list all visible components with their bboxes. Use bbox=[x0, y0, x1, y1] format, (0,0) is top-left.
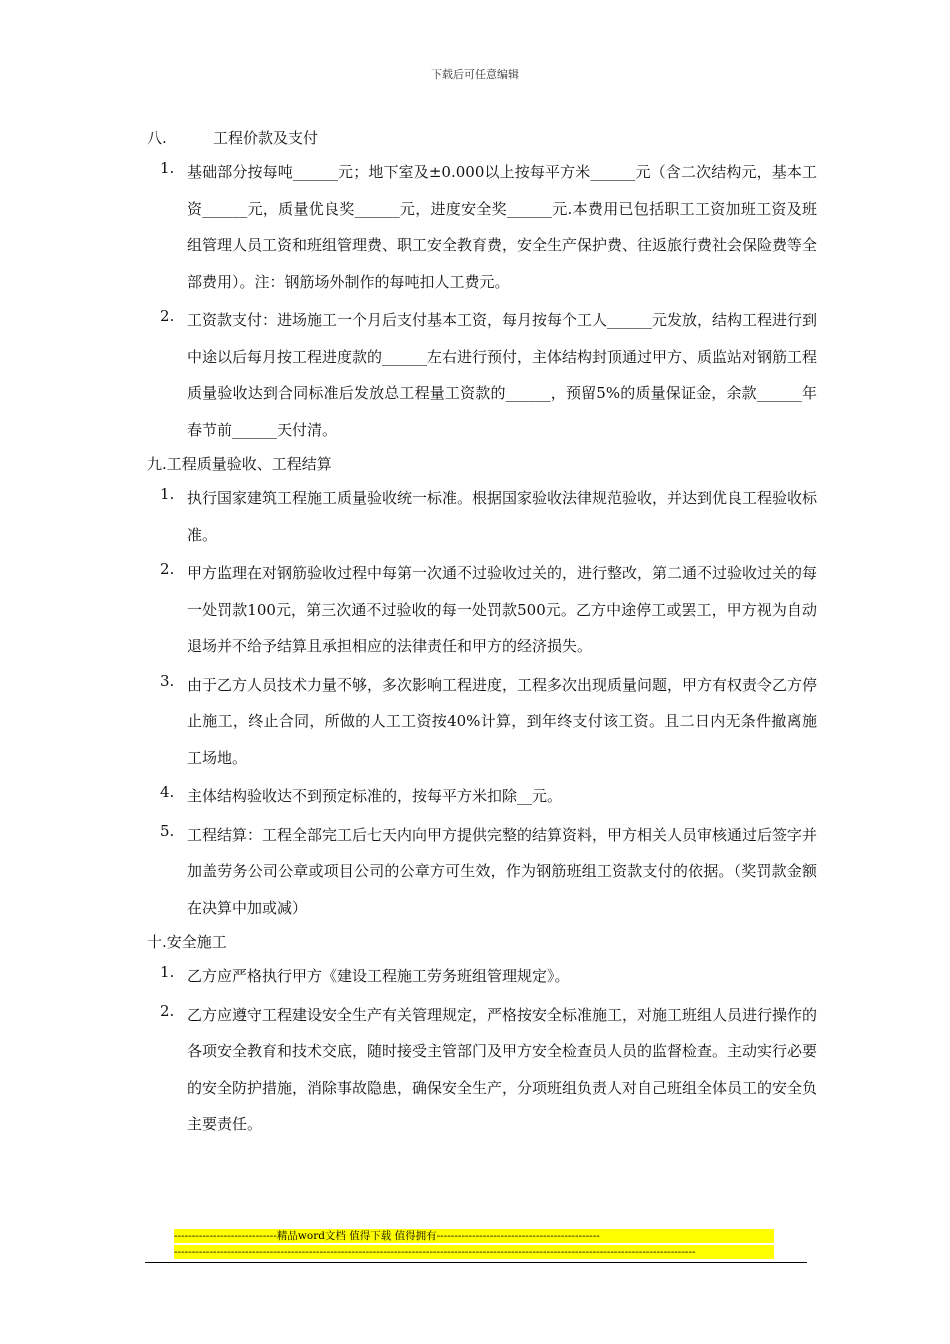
item-text: 甲方监理在对钢筋验收过程中每第一次通不过验收过关的，进行整改，第二通不过验收过关的每一处罚款100元，第三次通不过验收的每一处罚款500元。乙方中途停工或罢工，甲方视为自动退场并不给予结算且承担相应的法律责任和甲方的经济损失。 bbox=[187, 564, 818, 655]
list-item bbox=[147, 480, 817, 553]
section-number: 九. bbox=[147, 455, 167, 473]
item-text: 由于乙方人员技术力量不够，多次影响工程进度，工程多次出现质量问题，甲方有权责令乙方停止施工，终止合同，所做的人工工资按40%计算，到年终支付该工资。且二日内无条件撤离施工场地。 bbox=[187, 675, 818, 767]
section-heading: 安全施工 bbox=[166, 933, 227, 951]
item-text: 工资款支付：进场施工一个月后支付基本工资，每月按每个工人______元发放，结构工程进行到中途以后每月按工程进度款的______左右进行预付，主体结构封顶通过甲方、质监站对钢筋工程质量验收达到合同标准后发放总工程量工资款的______，预留5%的质量保证金，余款______年春节前______天付清。 bbox=[187, 311, 818, 439]
item-number: 5. bbox=[160, 821, 175, 840]
item-text: 乙方应遵守工程建设安全生产有关管理规定，严格按安全标准施工，对施工班组人员进行操作的各项安全教育和技术交底，随时接受主管部门及甲方安全检查员人员的监督检查。主动实行必要的安全防护措施，消除事故隐患，确保安全生产，分项班组负责人对自己班组全体员工的安全负主要责任。 bbox=[187, 1005, 818, 1133]
list-item bbox=[147, 555, 817, 665]
item-number: 2. bbox=[160, 560, 175, 578]
header-note: 下载后可任意编辑 bbox=[431, 68, 519, 81]
item-text: 主体结构验收达不到预定标准的，按每平方米扣除__元。 bbox=[187, 787, 563, 805]
item-number: 2. bbox=[160, 1001, 175, 1020]
list-item bbox=[147, 817, 817, 927]
section-heading: 工程价款及支付 bbox=[213, 129, 319, 147]
list-item bbox=[147, 302, 817, 448]
section-heading: 工程质量验收、工程结算 bbox=[166, 455, 332, 473]
list-item bbox=[147, 778, 817, 815]
section-title-9 bbox=[147, 450, 817, 478]
item-text: 执行国家建筑工程施工质量验收统一标准。根据国家验收法律规范验收，并达到优良工程验收标准。 bbox=[187, 489, 818, 544]
section-title-10 bbox=[147, 928, 817, 956]
list-item bbox=[147, 154, 817, 300]
document-body bbox=[147, 124, 817, 1145]
section-title-8 bbox=[147, 124, 817, 152]
footer-rule bbox=[145, 1262, 807, 1263]
list-item bbox=[147, 997, 817, 1143]
footer-banner-line-1: -----------------------------精品word文档 值得下载 值得拥有---------------------------------------------- bbox=[174, 1229, 774, 1243]
item-number: 4. bbox=[160, 783, 175, 801]
footer-banner-line-2: --------------------------------------------------------------------------------------------------------------------------------------------------- bbox=[174, 1245, 774, 1259]
item-text: 基础部分按每吨______元；地下室及±0.000以上按每平方米______元（含二次结构元，基本工资______元，质量优良奖______元，进度安全奖______元.本费用已包括职工工资加班工资及班组管理人员工资和班组管理费、职工安全教育费，安全生产保护费、往返旅行费社会保险费等全部费用）。注：钢筋场外制作的每吨扣人工费元。 bbox=[187, 163, 818, 291]
item-number: 3. bbox=[160, 671, 175, 690]
item-number: 2. bbox=[160, 307, 175, 325]
item-number: 1. bbox=[160, 485, 175, 503]
item-text: 工程结算：工程全部完工后七天内向甲方提供完整的结算资料，甲方相关人员审核通过后签字并加盖劳务公司公章或项目公司的公章方可生效，作为钢筋班组工资款支付的依据。（奖罚款金额在决算中加或减） bbox=[187, 825, 818, 917]
list-item bbox=[147, 958, 817, 995]
section-number: 八. bbox=[147, 129, 167, 147]
item-number: 1. bbox=[160, 159, 175, 177]
item-text: 乙方应严格执行甲方《建设工程施工劳务班组管理规定》。 bbox=[187, 967, 570, 985]
section-number: 十. bbox=[147, 933, 167, 951]
list-item bbox=[147, 667, 817, 777]
item-number: 1. bbox=[160, 963, 175, 981]
